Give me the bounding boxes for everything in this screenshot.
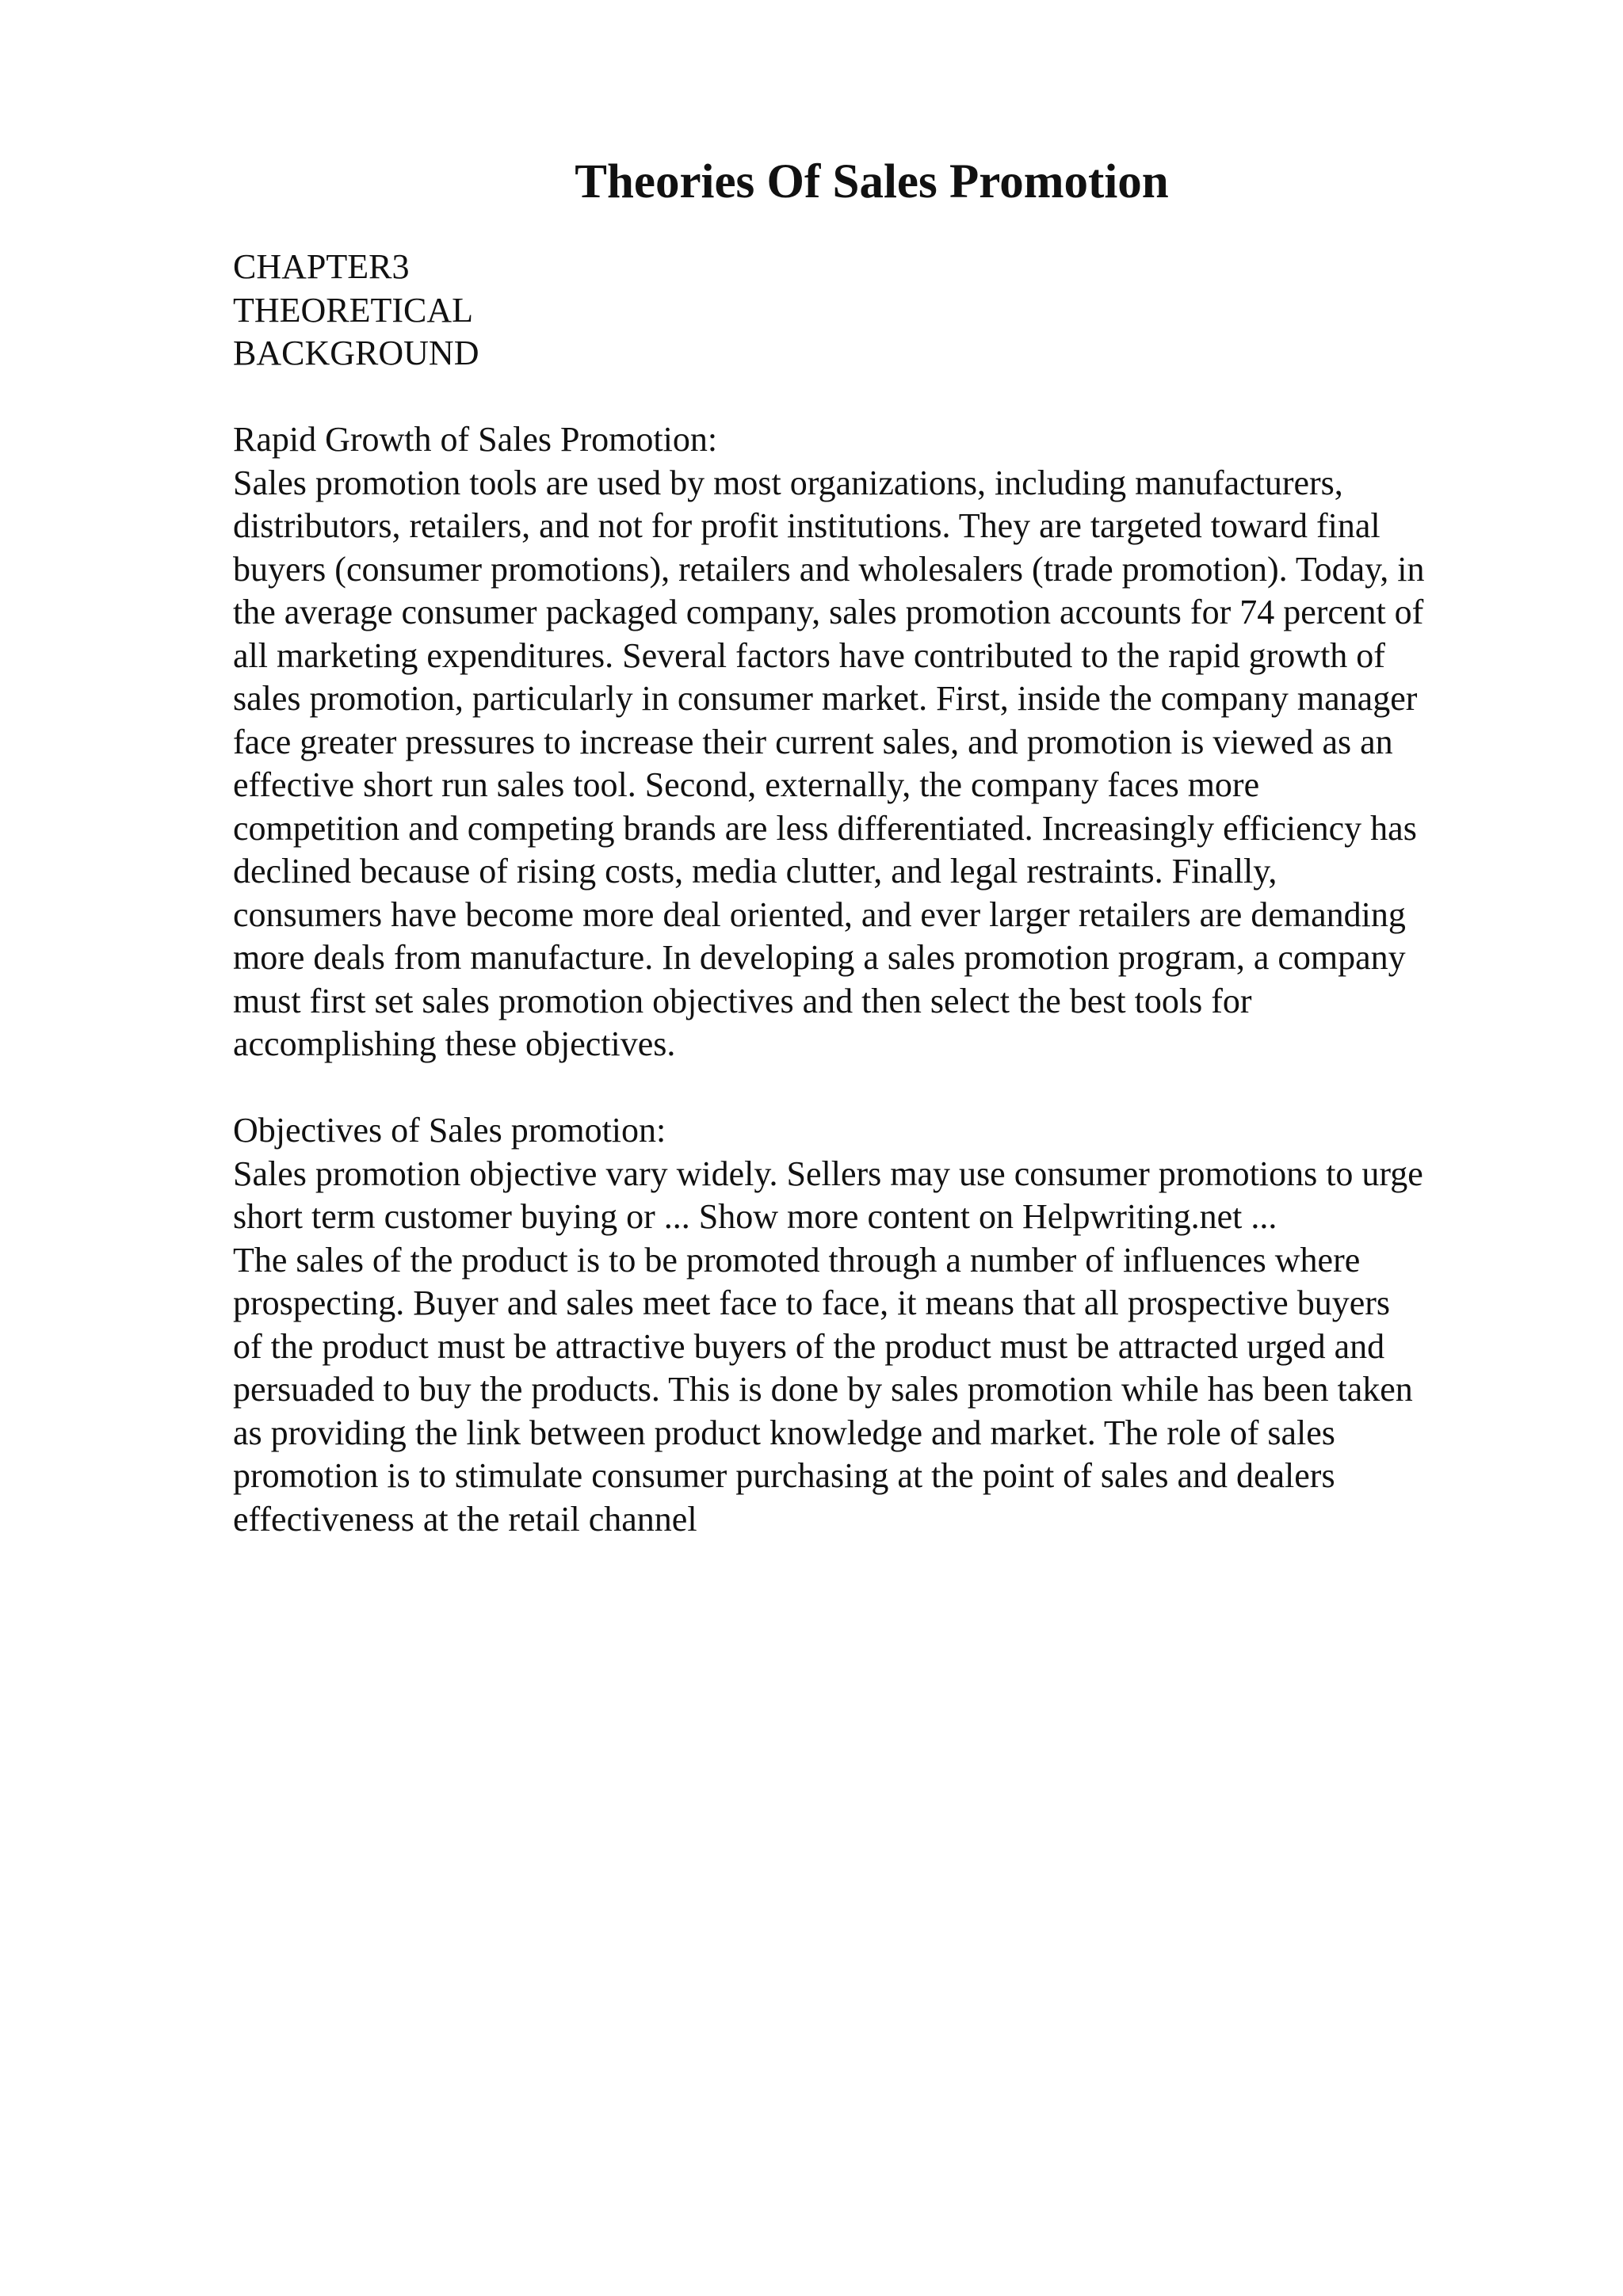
chapter-heading-line: BACKGROUND xyxy=(233,334,479,372)
paragraph-line: The sales of the product is to be promoted through a number of influences where xyxy=(233,1240,1361,1280)
paragraph-line: Sales promotion tools are used by most organizations, including manufacturers, xyxy=(233,463,1343,502)
section-objectives xyxy=(233,1109,1541,1541)
paragraph-line: effectiveness at the retail channel xyxy=(233,1499,697,1539)
paragraph-line: competition and competing brands are less differentiated. Increasingly efficiency has xyxy=(233,808,1417,848)
paragraph-line: effective short run sales tool. Second, externally, the company faces more xyxy=(233,765,1260,804)
paragraph-line: short term customer buying or ... Show more content on Helpwriting.net ... xyxy=(233,1197,1277,1236)
chapter-heading-line: CHAPTER3 xyxy=(233,247,410,286)
paragraph-line: consumers have become more deal oriented, and ever larger retailers are demanding xyxy=(233,894,1406,934)
paragraph-line: buyers (consumer promotions), retailers and wholesalers (trade promotion). Today, in xyxy=(233,549,1425,589)
paragraph-line: sales promotion, particularly in consumer market. First, inside the company manager xyxy=(233,679,1418,718)
paragraph-line: all marketing expenditures. Several factors have contributed to the rapid growth of xyxy=(233,635,1385,675)
paragraph-line: as providing the link between product knowledge and market. The role of sales xyxy=(233,1413,1335,1452)
paragraph-line: must first set sales promotion objectives and then select the best tools for xyxy=(233,981,1252,1020)
section-rapid-growth xyxy=(233,418,1541,1066)
paragraph-line: persuaded to buy the products. This is done by sales promotion while has been taken xyxy=(233,1370,1413,1409)
chapter-heading-line: THEORETICAL xyxy=(233,290,474,330)
document-body xyxy=(233,246,1541,1541)
paragraph-line: declined because of rising costs, media clutter, and legal restraints. Finally, xyxy=(233,852,1277,891)
section-heading: Rapid Growth of Sales Promotion: xyxy=(233,420,718,459)
chapter-heading xyxy=(233,246,1541,376)
paragraph-line: distributors, retailers, and not for profit institutions. They are targeted toward final xyxy=(233,506,1381,545)
paragraph-line: promotion is to stimulate consumer purchasing at the point of sales and dealers xyxy=(233,1456,1335,1495)
paragraph-line: more deals from manufacture. In developing a sales promotion program, a company xyxy=(233,938,1406,977)
paragraph-line: the average consumer packaged company, sales promotion accounts for 74 percent of xyxy=(233,593,1424,631)
paragraph-line: Sales promotion objective vary widely. Sellers may use consumer promotions to urge xyxy=(233,1154,1423,1193)
paragraph-line: face greater pressures to increase their current sales, and promotion is viewed as an xyxy=(233,722,1393,761)
paragraph-line: of the product must be attractive buyers of the product must be attracted urged and xyxy=(233,1326,1385,1366)
paragraph-line: accomplishing these objectives. xyxy=(233,1024,676,1063)
document-title: Theories Of Sales Promotion xyxy=(575,155,1169,208)
section-heading: Objectives of Sales promotion: xyxy=(233,1111,666,1150)
paragraph-line: prospecting. Buyer and sales meet face to face, it means that all prospective buyers xyxy=(233,1283,1391,1322)
